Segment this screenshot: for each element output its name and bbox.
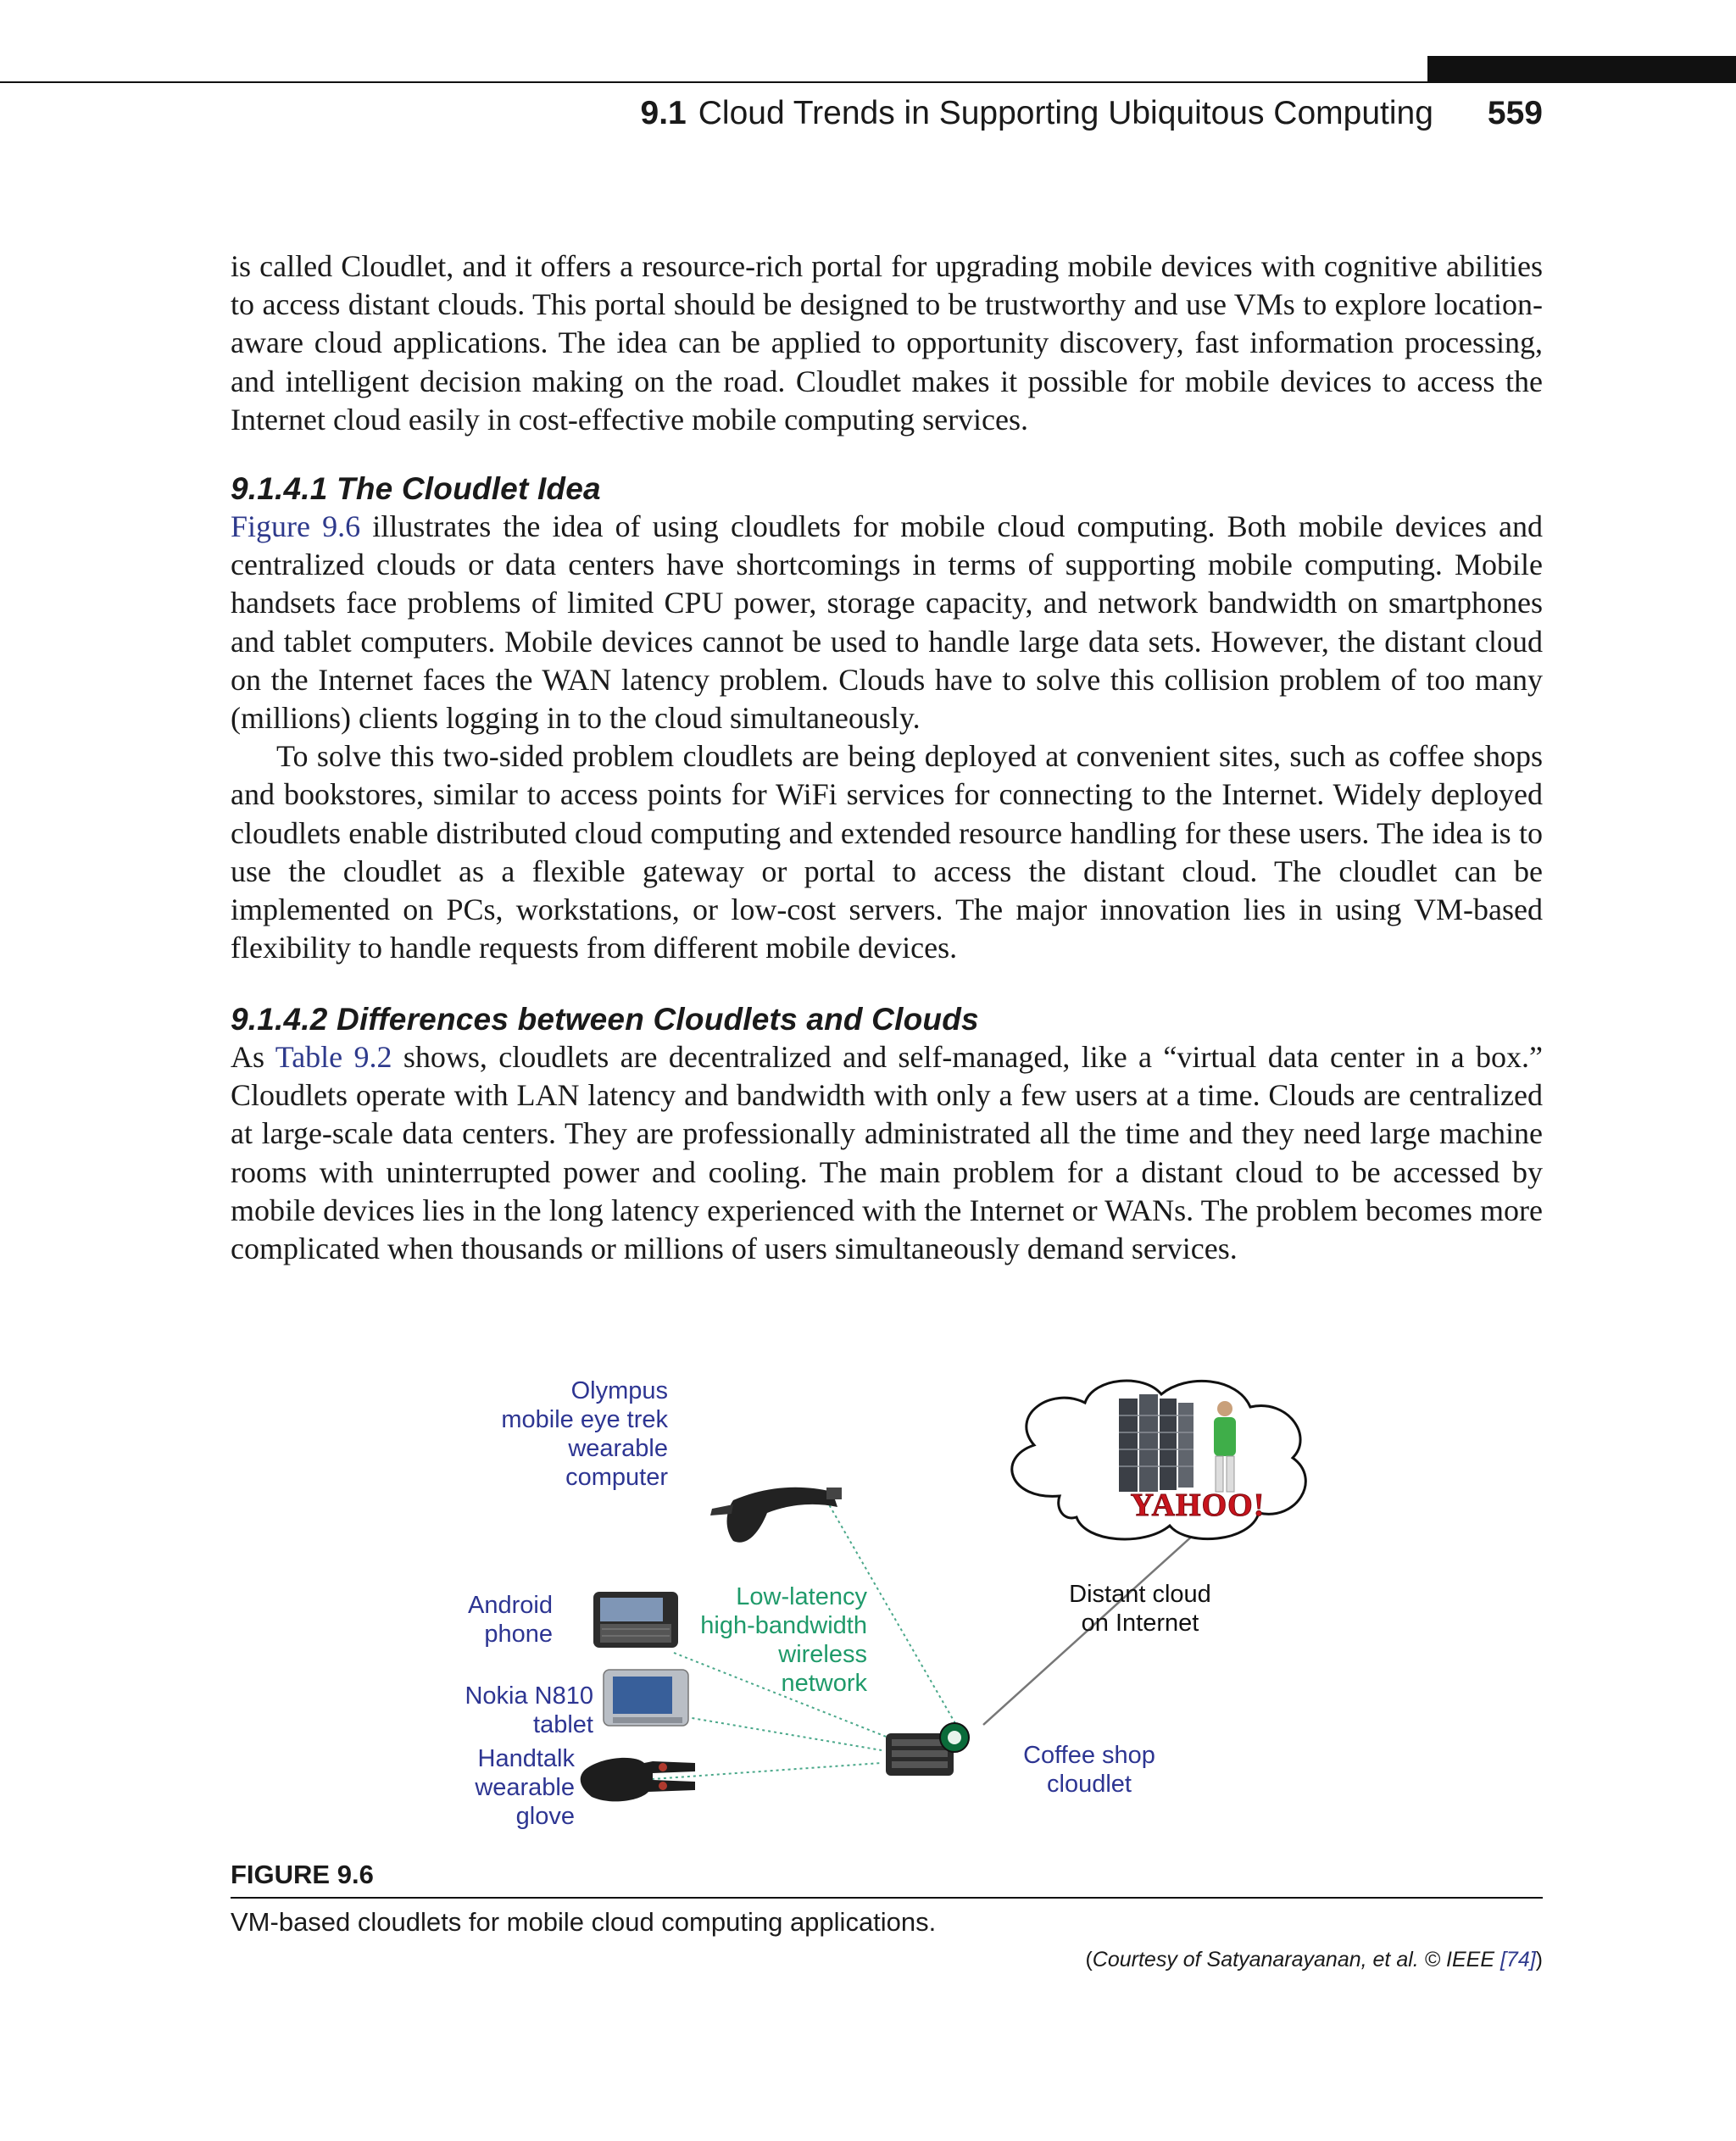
label-android [468,1592,553,1648]
label-line: cloudlet [1047,1771,1132,1798]
label-cloudlet [1023,1742,1155,1798]
intro-paragraph: is called Cloudlet, and it offers a resource-rich portal for upgrading mobile devices with cognitive abilities to access distant clouds. This portal should be designed to be trustworthy and use VMs to explore location-aware cloud applications. The idea can be applied to opportunity discovery, fast information processing, and intelligent decision making on the road. Cloudlet makes it possible for mobile devices to access the Internet cloud easily in cost-effective mobile computing services. [231,249,1543,437]
label-line: Nokia N810 [465,1682,593,1710]
label-network [700,1583,867,1697]
label-nokia [465,1682,593,1738]
header-tab [1427,56,1736,83]
paragraph-text: illustrates the idea of using cloudlets for mobile cloud computing. Both mobile devices and centralized clouds or data centers have shortcomings in terms of supporting mobile computing. Mobile handsets face problems of limited CPU power, storage capacity, and network bandwidth on smartphones and tablet computers. Mobile devices cannot be used to handle large data sets. However, the distant cloud on the Internet faces the WAN latency problem. Clouds have to solve this collision problem of too many (millions) clients logging in to the cloud simultaneously. [231,509,1543,736]
label-line: computer [565,1464,668,1491]
cloudlet-server-icon [886,1723,969,1776]
section-title: Cloud Trends in Supporting Ubiquitous Computing [698,95,1433,131]
label-handtalk [474,1745,575,1830]
figure-rule [231,1897,1543,1899]
label-distant-cloud [1069,1581,1211,1637]
figure-credit [1085,1948,1543,1972]
android-phone-icon [593,1592,678,1648]
figure-label: FIGURE 9.6 [231,1860,374,1889]
label-line: Android [468,1592,553,1619]
label-line: phone [484,1621,553,1648]
label-line: network [781,1670,867,1697]
label-line: Coffee shop [1023,1742,1155,1769]
paragraph-prefix: As [231,1040,275,1074]
label-line: tablet [533,1711,593,1738]
link-tablet [657,1712,882,1750]
credit-open: ( [1085,1948,1093,1971]
datacenter-rack-icon [1119,1394,1194,1492]
credit-text: Courtesy of Satyanarayanan, et al. © IEEE [1092,1948,1500,1971]
label-line: Distant cloud [1069,1581,1211,1608]
reference-link[interactable]: [74] [1500,1948,1536,1971]
label-line: wearable [475,1774,575,1801]
label-line: glove [515,1803,575,1830]
yahoo-logo: YAHOO! [1130,1488,1266,1523]
label-olympus [501,1377,668,1491]
figure-caption: VM-based cloudlets for mobile cloud computing applications. [231,1907,937,1937]
nokia-tablet-icon [604,1670,688,1726]
paragraph [231,1038,1543,1268]
intro-block [231,247,1543,439]
figure-diagram [441,1365,1356,1839]
running-head [641,95,1543,141]
wearable-glasses-icon [710,1488,842,1543]
section-heading: 9.1.4.2 Differences between Cloudlets and Clouds [231,1002,979,1037]
label-line: wireless [778,1641,867,1668]
credit-close: ) [1535,1948,1543,1971]
label-line: Olympus [570,1377,668,1404]
header-rule [0,81,1736,83]
label-line: wearable [568,1435,668,1462]
section-heading: 9.1.4.1 The Cloudlet Idea [231,471,601,506]
table-link[interactable]: Table 9.2 [275,1040,392,1074]
figure-link[interactable]: Figure 9.6 [231,509,361,543]
page-number: 559 [1487,95,1543,131]
paragraph-text: shows, cloudlets are decentralized and self-managed, like a “virtual data center in a box.” Cloudlets operate with LAN latency and bandwidth with only a few users at a time. Clouds are centralized at large-scale data centers. They are professionally administrated all the time and they need large machine rooms with uninterrupted power and cooling. The main problem for a distant cloud to be accessed by mobile devices lies in the long latency experienced with the Internet or WANs. The problem becomes more complicated when thousands or millions of users simultaneously demand services. [231,1040,1543,1266]
label-line: Low-latency [736,1583,867,1610]
label-line: Handtalk [477,1745,575,1772]
paragraph: To solve this two-sided problem cloudlets are being deployed at convenient sites, such as coffee shops and bookstores, similar to access points for WiFi services for connecting to the Internet. Widely deployed cloudlets enable distributed cloud computing and extended resource handling for these users. The idea is to use the cloudlet as a flexible gateway or portal to access the distant cloud. The cloudlet can be implemented on PCs, workstations, or low-cost servers. The major innovation lies in using VM-based flexibility to handle requests from different mobile devices. [231,739,1543,965]
label-line: mobile eye trek [501,1406,668,1433]
label-line: high-bandwidth [700,1612,867,1639]
section-cloudlet-idea [231,470,1543,967]
paragraph [231,508,1543,737]
wearable-glove-icon [581,1758,695,1802]
label-line: on Internet [1081,1610,1199,1637]
section-number: 9.1 [640,95,687,131]
section-differences [231,1000,1543,1268]
